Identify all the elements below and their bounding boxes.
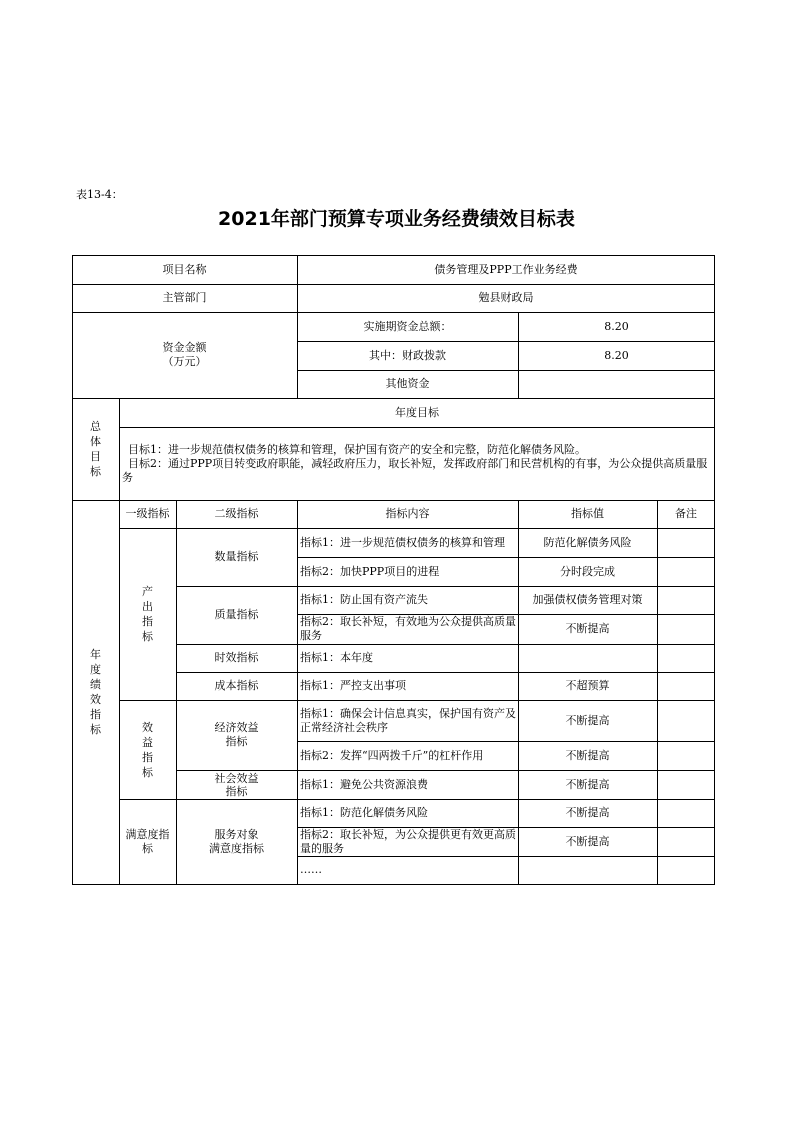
indicator-content: 指标1：进一步规范债权债务的核算和管理 [300, 535, 505, 549]
indicator-note [657, 770, 715, 799]
goal-1: 目标1：进一步规范债权债务的核算和管理，保护国有资产的安全和完整，防范化解债务风险。 [128, 442, 586, 456]
indicator-note [657, 856, 715, 884]
indicator-value: 防范化解债务风险 [543, 535, 632, 549]
indicator-content: 指标1：严控支出事项 [300, 679, 406, 692]
department-value: 勉县财政局 [478, 291, 534, 304]
indicator-note [657, 741, 715, 770]
sub-quantity: 数量指标 [214, 550, 259, 563]
funds-other-label: 其他资金 [385, 377, 430, 390]
indicator-note [657, 586, 715, 614]
indicator-content: …… [300, 863, 322, 876]
header-content: 指标内容 [385, 507, 430, 520]
annual-goal-header: 年度目标 [395, 405, 439, 419]
page-title: 2021年部门预算专项业务经费绩效目标表 [218, 208, 575, 230]
indicator-content: 指标1：本年度 [300, 651, 373, 664]
indicator-note [657, 799, 715, 827]
indicator-value: 不断提高 [565, 834, 610, 848]
indicator-content: 指标1：避免公共资源浪费 [300, 777, 428, 791]
annual-perf-label: 年度绩效指标 [90, 648, 101, 736]
indicator-content: 指标1：防范化解债务风险 [300, 806, 428, 819]
sub-cost: 成本指标 [214, 679, 259, 692]
group-output: 产出指标 [142, 585, 153, 643]
goal-2: 目标2：通过PPP项目转变政府职能，减轻政府压力，取长补短，发挥政府部门和民营机构的有事，为公众提供高质量服务 [122, 456, 708, 484]
indicator-note [657, 672, 715, 700]
indicator-content: 指标2：取长补短，为公众提供更有效更高质量的服务 [300, 827, 516, 855]
overall-goal-label: 总体目标 [90, 420, 101, 478]
indicator-value: 不断提高 [565, 806, 610, 819]
indicator-note [657, 528, 715, 557]
header-level2: 二级指标 [214, 507, 259, 520]
sub-timeliness: 时效指标 [214, 651, 259, 664]
indicator-value: 不断提高 [565, 713, 610, 727]
annual-goal-text [119, 427, 715, 500]
indicator-value: 不断提高 [565, 622, 610, 635]
group-benefit: 效益指标 [142, 720, 153, 779]
indicator-value [518, 856, 657, 884]
funds-label: 资金金额 （万元） [162, 341, 207, 368]
sub-economic: 经济效益 指标 [214, 721, 259, 748]
header-value: 指标值 [571, 507, 604, 520]
group-satisfaction: 满意度指标 [125, 827, 170, 855]
indicator-value: 不断提高 [565, 748, 610, 762]
header-note: 备注 [675, 507, 697, 520]
indicator-content: 指标2：发挥“四两拨千斤”的杠杆作用 [300, 748, 484, 762]
funds-fiscal-value: 8.20 [604, 348, 629, 362]
project-name-value: 债务管理及PPP工作业务经费 [434, 262, 578, 276]
funds-total-value: 8.20 [604, 319, 629, 333]
indicator-note [657, 557, 715, 586]
indicator-value: 加强债权债务管理对策 [532, 593, 643, 606]
indicator-value: 分时段完成 [560, 564, 615, 578]
funds-fiscal-label: 其中：财政拨款 [369, 348, 446, 362]
sub-social: 社会效益 指标 [214, 771, 259, 798]
project-name-label: 项目名称 [162, 262, 207, 276]
department-label: 主管部门 [162, 291, 207, 304]
funds-other-value [518, 370, 715, 398]
indicator-value [518, 644, 657, 672]
table-number: 表13-4： [76, 188, 123, 201]
header-level1: 一级指标 [125, 507, 170, 520]
funds-total-label: 实施期资金总额： [363, 319, 452, 333]
indicator-value: 不超预算 [565, 679, 610, 692]
sub-service: 服务对象 满意度指标 [209, 827, 264, 855]
indicator-content: 指标2：取长补短，有效地为公众提供高质量服务 [300, 615, 516, 642]
indicator-content: 指标2：加快PPP项目的进程 [300, 564, 440, 578]
indicator-note [657, 644, 715, 672]
indicator-note [657, 614, 715, 644]
indicator-note [657, 700, 715, 741]
indicator-content: 指标1：确保会计信息真实，保护国有资产及正常经济社会秩序 [300, 706, 516, 734]
indicator-value: 不断提高 [565, 777, 610, 791]
indicator-note [657, 827, 715, 856]
indicator-content: 指标1：防止国有资产流失 [300, 593, 428, 606]
sub-quality: 质量指标 [214, 608, 259, 621]
